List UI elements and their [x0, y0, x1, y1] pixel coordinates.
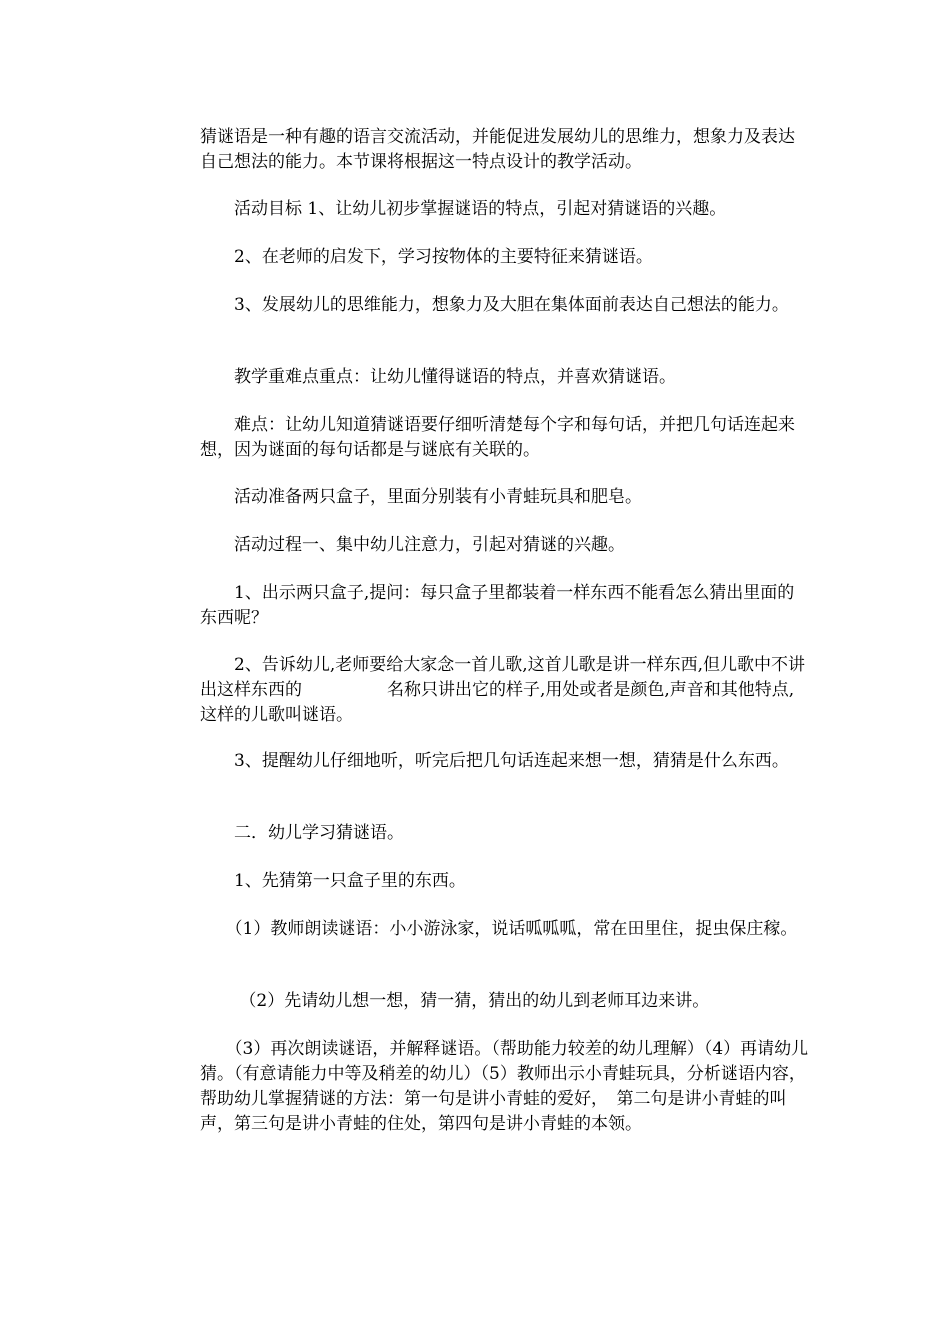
paragraph-think: （2）先请幼儿想一想，猜一猜，猜出的幼儿到老师耳边来讲。: [200, 991, 710, 1011]
paragraph-explain: （3）再次朗读谜语，并解释谜语。（帮助能力较差的幼儿理解）（4）再请幼儿猜。（有意请能力中等及稍差的幼儿）（5）教师出示小青蛙玩具，分析谜语内容，帮助幼儿掌握猜谜的方法：第一句是讲小青蛙的爱好， 第二句是讲小青蛙的叫声，第三句是讲小青蛙的住处，第四句是讲小青蛙的本领。: [200, 1039, 809, 1134]
paragraph-difficulty: 难点：让幼儿知道猜谜语要仔细听清楚每个字和每句话，并把几句话连起来想，因为谜面的每句话都是与谜底有关联的。: [200, 415, 795, 460]
paragraph-goal-3: 3、发展幼儿的思维能力，想象力及大胆在集体面前表达自己想法的能力。: [200, 295, 789, 315]
paragraph-riddle: （1）教师朗读谜语：小小游泳家，说话呱呱呱，常在田里住，捉虫保庄稼。: [200, 919, 798, 939]
paragraph-section-2: 二．幼儿学习猜谜语。: [200, 823, 404, 843]
paragraph-goal-2: 2、在老师的启发下，学习按物体的主要特征来猜谜语。: [200, 247, 653, 267]
paragraph-step-1: 1、出示两只盒子,提问：每只盒子里都装着一样东西不能看怎么猜出里面的东西呢？: [200, 583, 795, 628]
paragraph-goal-1: 活动目标 1、让幼儿初步掌握谜语的特点，引起对猜谜语的兴趣。: [200, 199, 727, 219]
paragraph-step-2: 2、告诉幼儿,老师要给大家念一首儿歌,这首儿歌是讲一样东西,但儿歌中不讲出这样东西的 名称只讲出它的样子,用处或者是颜色,声音和其他特点,这样的儿歌叫谜语。: [200, 655, 806, 725]
paragraph-step-3: 3、提醒幼儿仔细地听，听完后把几句话连起来想一想，猜猜是什么东西。: [200, 751, 789, 771]
paragraph-process-1: 活动过程一、集中幼儿注意力，引起对猜谜的兴趣。: [200, 535, 625, 555]
paragraph-preparation: 活动准备两只盒子，里面分别装有小青蛙玩具和肥皂。: [200, 487, 642, 507]
paragraph-guess-first: 1、先猜第一只盒子里的东西。: [200, 871, 466, 891]
paragraph-intro: 猜谜语是一种有趣的语言交流活动，并能促进发展幼儿的思维力，想象力及表达自己想法的能力。本节课将根据这一特点设计的教学活动。: [200, 127, 795, 172]
paragraph-key-point: 教学重难点重点：让幼儿懂得谜语的特点，并喜欢猜谜语。: [200, 367, 676, 387]
